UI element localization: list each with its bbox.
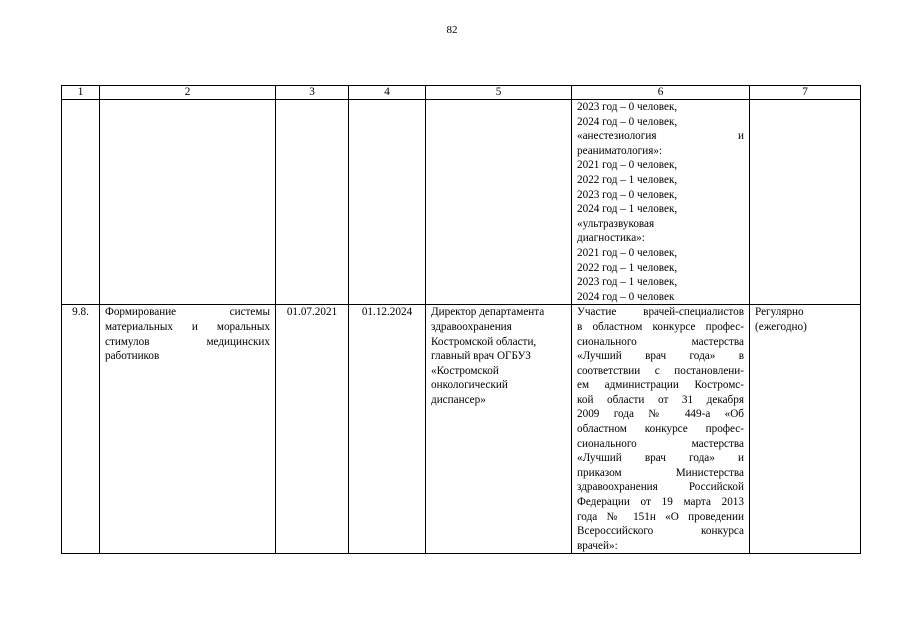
page-number: 82 (446, 24, 458, 36)
responsible-line: главный врач ОГБУЗ (431, 350, 531, 363)
description-line: диагностика»: (577, 232, 645, 245)
responsible-line: онкологический (431, 379, 508, 392)
description-line: врачей»: (577, 539, 618, 552)
description-line: приказом Министерства (577, 466, 744, 479)
measure-frequency (750, 305, 861, 554)
description-line: сионального мастерства (577, 335, 744, 348)
measure-responsible (426, 305, 572, 554)
description-line: Участие врачей-специалистов (577, 306, 744, 319)
column-number: 4 (349, 86, 426, 100)
measure-title-line: работников (105, 350, 160, 363)
measure-description (572, 305, 750, 554)
description-line: сионального мастерства (577, 437, 744, 450)
description-line: Всероссийского конкурса (577, 525, 744, 538)
column-number: 7 (750, 86, 861, 100)
responsible-line: «Костромской (431, 364, 499, 377)
responsible-line: Директор департамента (431, 306, 545, 319)
measure-title-line: материальных и моральных (105, 320, 270, 333)
description-line: соответствии с постановлени- (577, 364, 744, 377)
description-line: 2023 год – 1 человек, (577, 276, 678, 289)
description-line: 2022 год – 1 человек, (577, 261, 678, 274)
description-line: «ультразвуковая (577, 217, 655, 230)
responsible-line: Костромской области, (431, 335, 537, 348)
end-date-cell (349, 100, 426, 305)
description-line: Федерации от 19 марта 2013 (577, 496, 744, 509)
responsible-line: здравоохранения (431, 320, 512, 333)
description-cell (572, 100, 750, 305)
description-line: «Лучший врач года» в (577, 350, 744, 363)
start-date-cell (276, 100, 349, 305)
frequency-line: Регулярно (755, 306, 804, 319)
column-number: 6 (572, 86, 750, 100)
description-line: областном конкурсе профес- (577, 423, 744, 436)
description-line: «анестезиология и (577, 130, 744, 143)
description-line: года № 151н «О проведении (577, 510, 744, 523)
column-number: 3 (276, 86, 349, 100)
measure-row-9-8 (62, 305, 861, 554)
description-line: в областном конкурсе профес- (577, 320, 744, 333)
measure-number: 9.8. (62, 305, 100, 554)
responsible-cell (426, 100, 572, 305)
measure-title (100, 305, 276, 554)
column-number: 2 (100, 86, 276, 100)
column-number: 1 (62, 86, 100, 100)
frequency-cell (750, 100, 861, 305)
description-line: кой области от 31 декабря (577, 393, 744, 406)
title-cell (100, 100, 276, 305)
description-line: 2009 года № 449-а «Об (577, 408, 744, 421)
responsible-line: диспансер» (431, 393, 486, 406)
continued-row (62, 100, 861, 305)
description-line: 2023 год – 0 человек, (577, 101, 678, 113)
measure-title-line: стимулов медицинских (105, 335, 270, 348)
measure-title-line: Формирование системы (105, 306, 270, 319)
number-cell (62, 100, 100, 305)
description-line: 2024 год – 0 человек (577, 290, 675, 303)
description-line: 2024 год – 1 человек, (577, 203, 678, 216)
description-line: 2024 год – 0 человек, (577, 115, 678, 128)
description-line: 2023 год – 0 человек, (577, 188, 678, 201)
description-line: здравоохранения Российской (577, 481, 744, 494)
description-line: реаниматология»: (577, 144, 663, 157)
measures-table (61, 85, 861, 554)
measure-end-date: 01.12.2024 (349, 305, 426, 554)
description-line: «Лучший врач года» и (577, 452, 744, 465)
description-line: ем администрации Костромс- (577, 379, 744, 392)
column-number: 5 (426, 86, 572, 100)
description-line: 2022 год – 1 человек, (577, 173, 678, 186)
measure-start-date: 01.07.2021 (276, 305, 349, 554)
description-line: 2021 год – 0 человек, (577, 159, 678, 172)
frequency-line: (ежегодно) (755, 320, 807, 333)
column-number-row (62, 86, 861, 100)
description-line: 2021 год – 0 человек, (577, 246, 678, 259)
